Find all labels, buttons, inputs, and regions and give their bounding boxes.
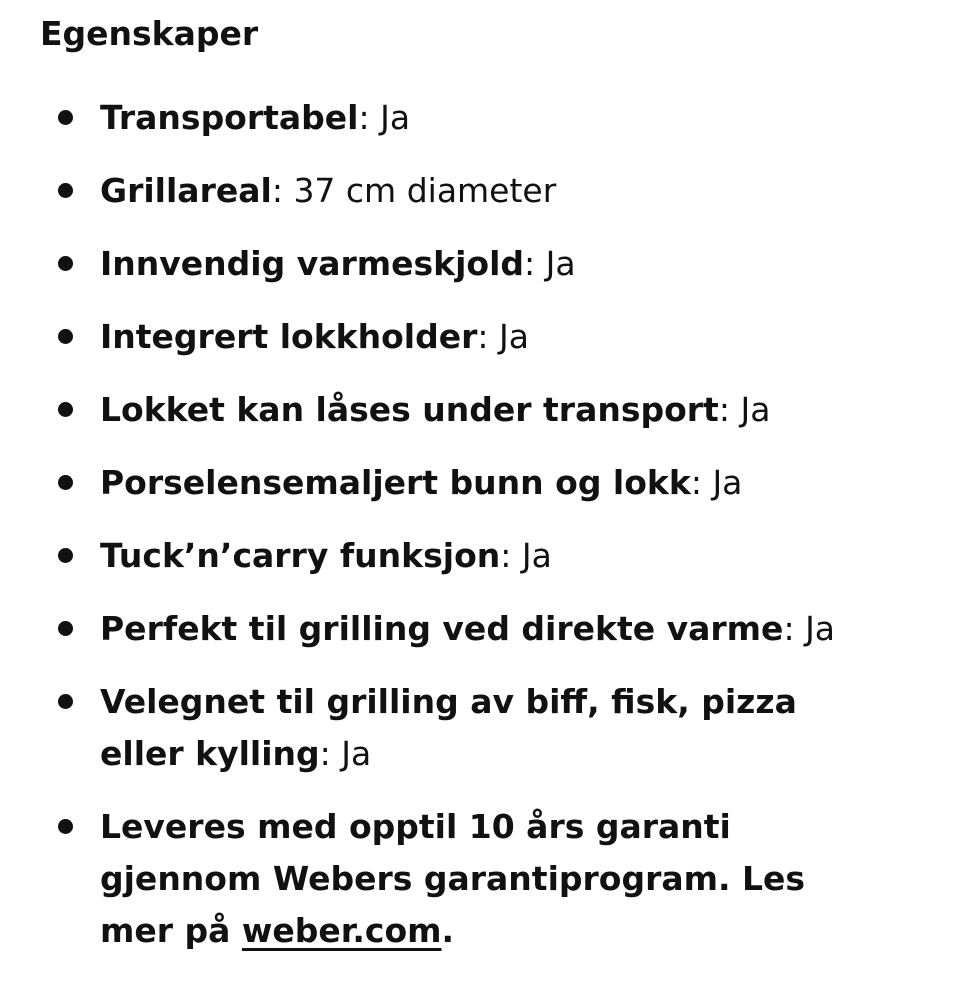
feature-value: Ja — [740, 390, 771, 429]
feature-separator: : — [500, 536, 512, 575]
feature-label: Tuck’n’carry funksjon — [100, 536, 501, 575]
feature-item — [100, 457, 860, 509]
feature-value: Ja — [380, 98, 411, 137]
bullet-icon — [58, 621, 73, 636]
feature-separator: : — [477, 317, 489, 356]
weber-link[interactable]: weber.com — [241, 911, 442, 950]
feature-separator: : — [319, 734, 331, 773]
feature-value: Ja — [712, 463, 743, 502]
feature-item — [100, 311, 860, 363]
feature-item — [100, 603, 860, 655]
bullet-icon — [58, 183, 73, 198]
feature-value: 37 cm diameter — [293, 171, 557, 210]
feature-label: Porselensemaljert bunn og lokk — [100, 463, 691, 502]
feature-value: Ja — [805, 609, 836, 648]
feature-separator: : — [271, 171, 283, 210]
feature-separator: : — [690, 463, 702, 502]
feature-item — [100, 165, 860, 217]
feature-value: Ja — [499, 317, 529, 356]
feature-label: Lokket kan låses under transport — [100, 390, 719, 429]
feature-label: Velegnet til grilling av biff, fisk, pizza eller kylling — [100, 682, 797, 773]
feature-item — [100, 530, 860, 582]
feature-value: Ja — [545, 244, 576, 283]
feature-label: Perfekt til grilling ved direkte varme — [100, 609, 784, 648]
bullet-icon — [58, 256, 73, 271]
feature-separator: : — [718, 390, 730, 429]
feature-label: Transportabel — [100, 98, 359, 137]
feature-item — [100, 92, 860, 144]
warranty-text: Leveres med opptil 10 års garanti gjennom Webers garantiprogram. Les mer på — [100, 807, 806, 950]
bullet-icon — [58, 475, 73, 490]
warranty-end: . — [441, 911, 455, 950]
warranty-item — [100, 801, 860, 957]
section-heading: Egenskaper — [40, 14, 259, 53]
feature-label: Integrert lokkholder — [100, 317, 478, 356]
feature-separator: : — [783, 609, 795, 648]
bullet-icon — [58, 110, 73, 125]
bullet-icon — [58, 694, 73, 709]
feature-separator: : — [524, 244, 536, 283]
bullet-icon — [58, 548, 73, 563]
feature-label: Innvendig varmeskjold — [100, 244, 525, 283]
bullet-icon — [58, 329, 73, 344]
feature-value: Ja — [341, 734, 372, 773]
feature-item — [100, 384, 860, 436]
bullet-icon — [58, 402, 73, 417]
feature-list — [100, 92, 860, 978]
feature-label: Grillareal — [100, 171, 272, 210]
feature-value: Ja — [521, 536, 552, 575]
feature-separator: : — [358, 98, 370, 137]
feature-item — [100, 676, 860, 780]
feature-item — [100, 238, 860, 290]
bullet-icon — [58, 819, 73, 834]
